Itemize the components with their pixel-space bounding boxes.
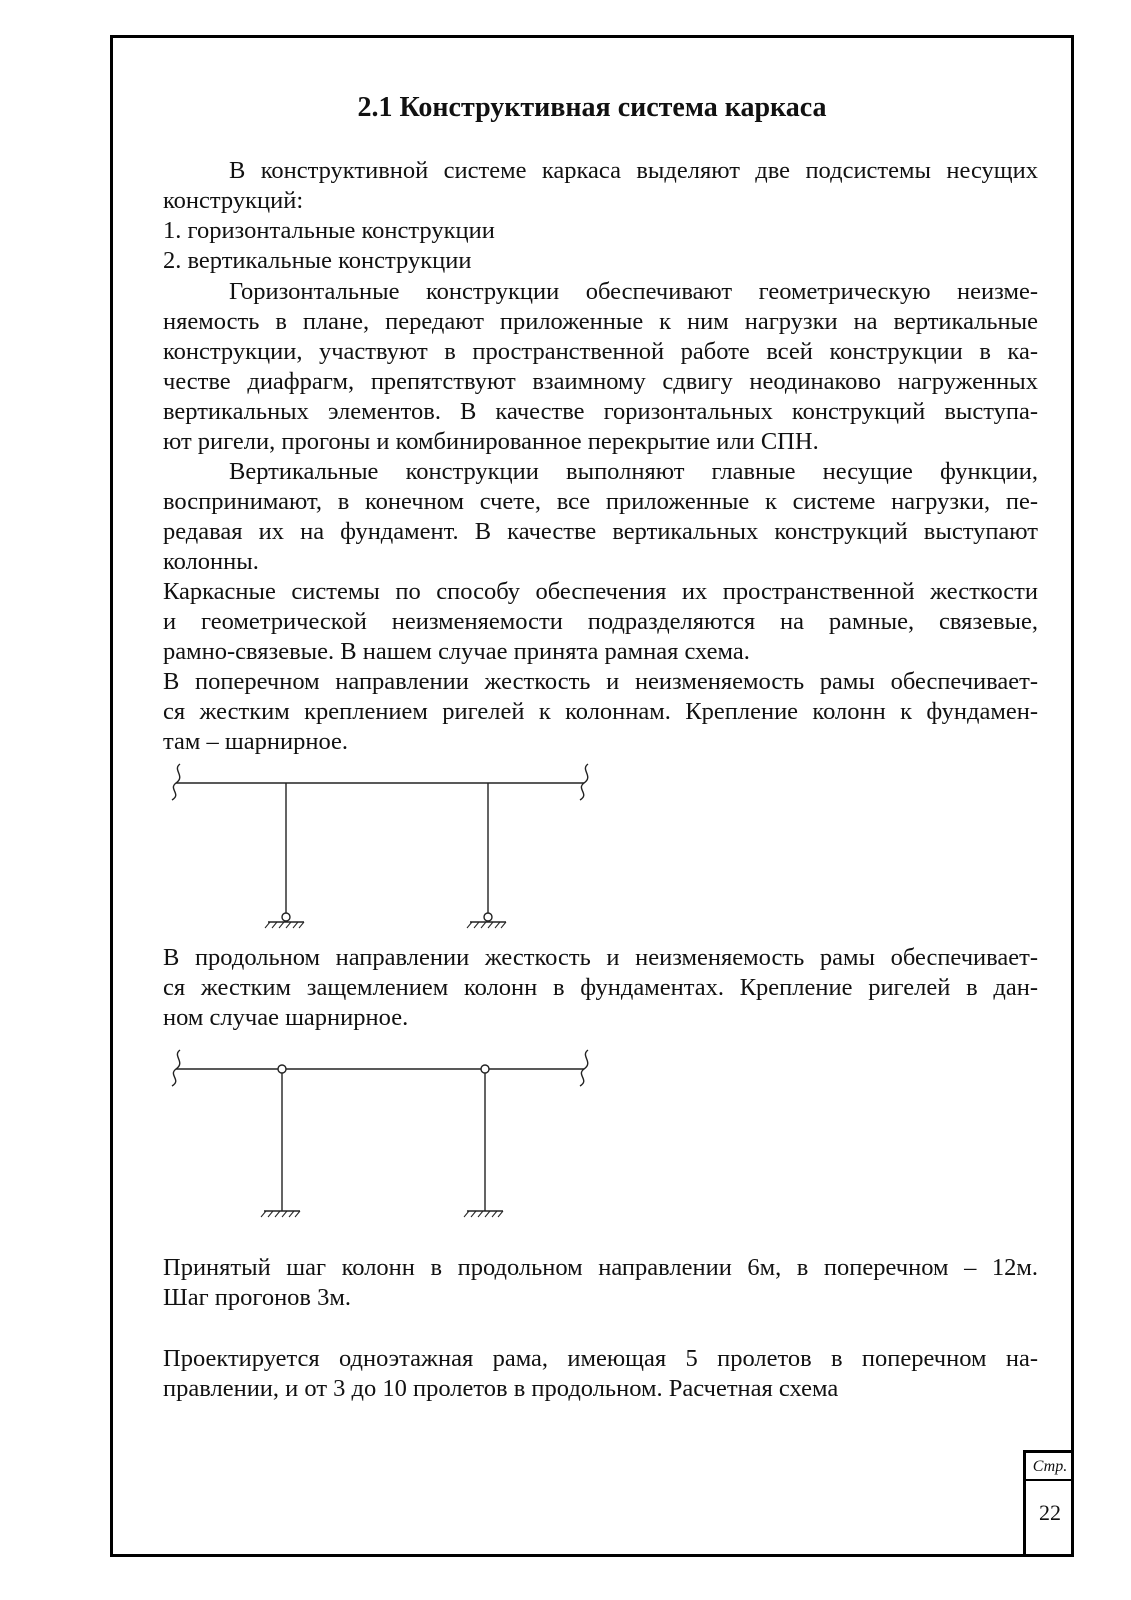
longitudinal-frame-diagram xyxy=(160,1044,610,1224)
break-mark-right xyxy=(580,764,588,800)
list-item: 1. горизонтальные конструкции xyxy=(163,217,495,244)
text-line: и геометрической неизменяемости подразделяются на рамные, связевые, xyxy=(163,608,1038,635)
text-line: В конструктивной системе каркаса выделяют две подсистемы несущих xyxy=(229,157,1038,184)
list-item: 2. вертикальные конструкции xyxy=(163,247,472,274)
text-line: конструкций: xyxy=(163,187,304,214)
vertical-paragraph xyxy=(163,457,1038,577)
text-line: Горизонтальные конструкции обеспечивают геометрическую неизме- xyxy=(229,278,1038,305)
text-line: няемость в плане, передают приложенные к ним нагрузки на вертикальные xyxy=(163,308,1038,335)
pin-support xyxy=(484,913,492,921)
text-line: ном случае шарнирное. xyxy=(163,1004,409,1031)
pin-support xyxy=(282,913,290,921)
text-line: Проектируется одноэтажная рама, имеющая 5 пролетов в поперечном на- xyxy=(163,1345,1038,1372)
hinge-joint xyxy=(278,1065,286,1073)
transverse-paragraph xyxy=(163,667,1038,757)
design-paragraph xyxy=(163,1344,1038,1404)
intro-paragraph xyxy=(163,156,1038,276)
break-mark-left xyxy=(172,1050,180,1086)
text-line: там – шарнирное. xyxy=(163,728,349,755)
section-title: 2.1 Конструктивная система каркаса xyxy=(357,92,827,123)
text-line: редавая их на фундамент. В качестве вертикальных конструкций выступают xyxy=(163,518,1038,545)
frame-systems-paragraph xyxy=(163,577,1038,667)
transverse-frame-diagram xyxy=(160,758,610,933)
hinge-joint xyxy=(481,1065,489,1073)
page-label: Стр. xyxy=(1026,1453,1074,1481)
text-line: вертикальных элементов. В качестве горизонтальных конструкций выступа- xyxy=(163,398,1038,425)
text-line: рамно-связевые. В нашем случае принята рамная схема. xyxy=(163,638,750,665)
text-line: Шаг прогонов 3м. xyxy=(163,1284,351,1311)
text-line: ся жестким защемлением колонн в фундаментах. Крепление ригелей в дан- xyxy=(163,974,1038,1001)
text-line: Каркасные системы по способу обеспечения их пространственной жесткости xyxy=(163,578,1038,605)
text-line: воспринимают, в конечном счете, все приложенные к системе нагрузки, пе- xyxy=(163,488,1038,515)
text-line: правлении, и от 3 до 10 пролетов в продольном. Расчетная схема xyxy=(163,1375,839,1402)
text-line: колонны. xyxy=(163,548,259,575)
spacing-paragraph xyxy=(163,1253,1038,1313)
page-number: 22 xyxy=(1039,1500,1061,1525)
break-mark-right xyxy=(580,1050,588,1086)
horizontal-paragraph xyxy=(163,277,1038,457)
text-line: Принятый шаг колонн в продольном направлении 6м, в поперечном – 12м. xyxy=(163,1254,1038,1281)
page-stamp xyxy=(1023,1450,1074,1557)
break-mark-left xyxy=(172,764,180,800)
text-line: В продольном направлении жесткость и неизменяемость рамы обеспечивает- xyxy=(163,944,1038,971)
text-line: В поперечном направлении жесткость и неизменяемость рамы обеспечивает- xyxy=(163,668,1038,695)
text-line: честве диафрагм, препятствуют взаимному сдвигу неодинаково нагруженных xyxy=(163,368,1038,395)
text-line: Вертикальные конструкции выполняют главные несущие функции, xyxy=(229,458,1038,485)
text-line: конструкции, участвуют в пространственной работе всей конструкции в ка- xyxy=(163,338,1038,365)
text-line: ся жестким креплением ригелей к колоннам. Крепление колонн к фундамен- xyxy=(163,698,1038,725)
text-line: ют ригели, прогоны и комбинированное перекрытие или СПН. xyxy=(163,428,819,455)
longitudinal-paragraph xyxy=(163,943,1038,1033)
